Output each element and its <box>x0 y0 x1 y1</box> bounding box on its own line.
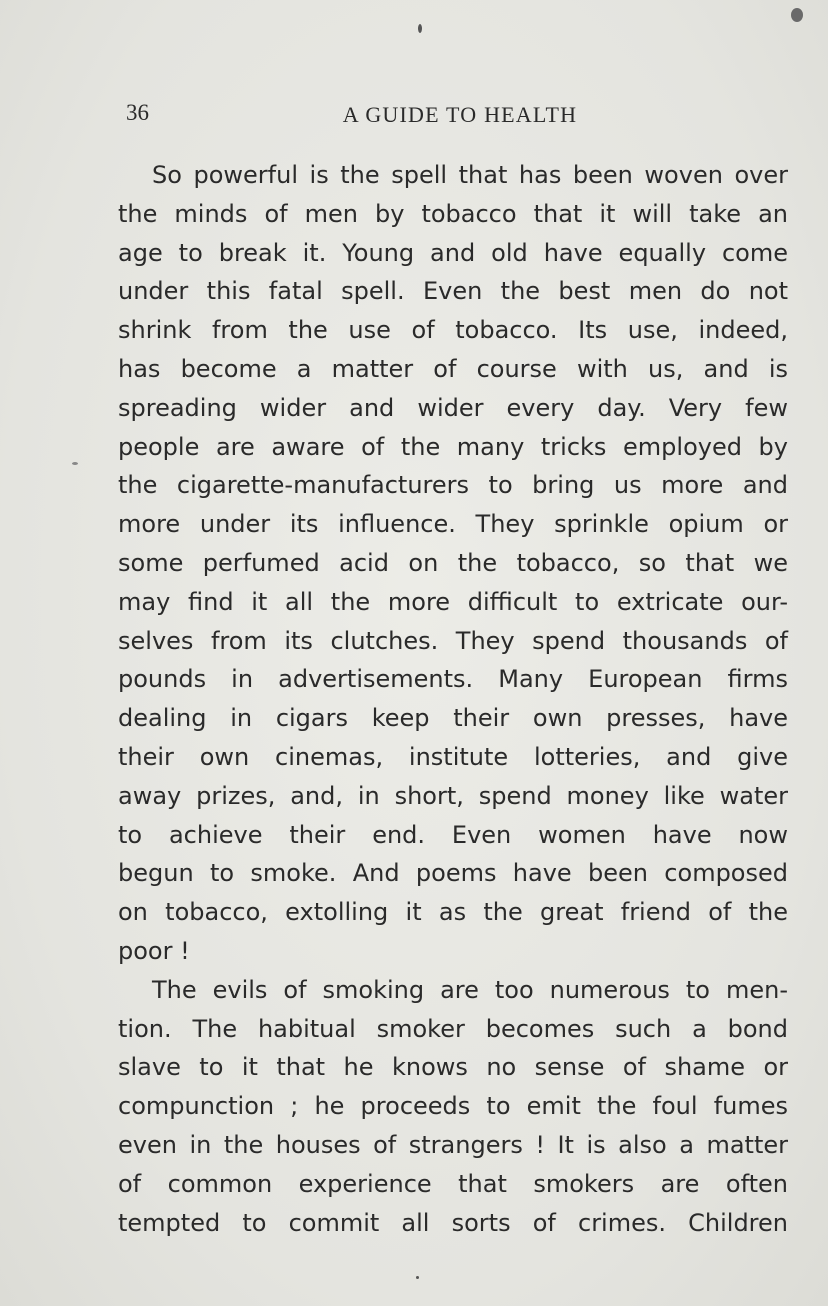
text-line: shrink from the use of tobacco. Its use, indeed, <box>118 316 788 345</box>
text-line: to achieve their end. Even women have now <box>118 820 788 849</box>
text-line: poor ! <box>118 936 190 965</box>
text-line: more under its influence. They sprinkle opium or <box>118 510 788 539</box>
page-header <box>0 100 828 136</box>
text-line: The evils of smoking are too numerous to men- <box>152 975 788 1004</box>
text-line: the minds of men by tobacco that it will take an <box>118 199 788 228</box>
text-line: on tobacco, extolling it as the great friend of the <box>118 898 788 927</box>
text-line: under this fatal spell. Even the best men do not <box>118 277 788 306</box>
text-line: compunction ; he proceeds to emit the foul fumes <box>118 1092 788 1121</box>
text-line: slave to it that he knows no sense of shame or <box>118 1053 788 1082</box>
text-line: So powerful is the spell that has been woven over <box>152 161 788 189</box>
paragraph <box>118 156 788 971</box>
page-number: 36 <box>126 100 149 125</box>
ink-speck <box>72 462 78 465</box>
text-line: may find it all the more difficult to extricate our- <box>118 587 788 616</box>
text-line: age to break it. Young and old have equally come <box>118 238 788 267</box>
body-text <box>118 156 788 1242</box>
text-line: dealing in cigars keep their own presses, have <box>118 704 788 733</box>
text-line: pounds in advertisements. Many European firms <box>118 665 788 694</box>
text-line: selves from its clutches. They spend thousands of <box>118 626 788 655</box>
ink-speck <box>791 8 803 22</box>
text-line: of common experience that smokers are often <box>118 1169 788 1198</box>
ink-speck <box>416 1276 419 1279</box>
text-line: even in the houses of strangers ! It is also a matter <box>118 1130 788 1159</box>
text-line: begun to smoke. And poems have been composed <box>118 859 788 888</box>
text-line: people are aware of the many tricks employed by <box>118 432 788 461</box>
ink-speck <box>418 24 422 33</box>
text-line: some perfumed acid on the tobacco, so that we <box>118 548 788 577</box>
text-line: has become a matter of course with us, and is <box>118 354 788 383</box>
text-line: spreading wider and wider every day. Very few <box>118 393 788 422</box>
text-line: tempted to commit all sorts of crimes. Children <box>118 1208 788 1237</box>
paragraph <box>118 971 788 1243</box>
text-line: away prizes, and, in short, spend money like water <box>118 781 788 810</box>
text-line: the cigarette-manufacturers to bring us more and <box>118 471 788 500</box>
running-title: A GUIDE TO HEALTH <box>342 102 578 127</box>
text-line: their own cinemas, institute lotteries, and give <box>118 742 788 771</box>
text-line: tion. The habitual smoker becomes such a bond <box>118 1014 788 1043</box>
